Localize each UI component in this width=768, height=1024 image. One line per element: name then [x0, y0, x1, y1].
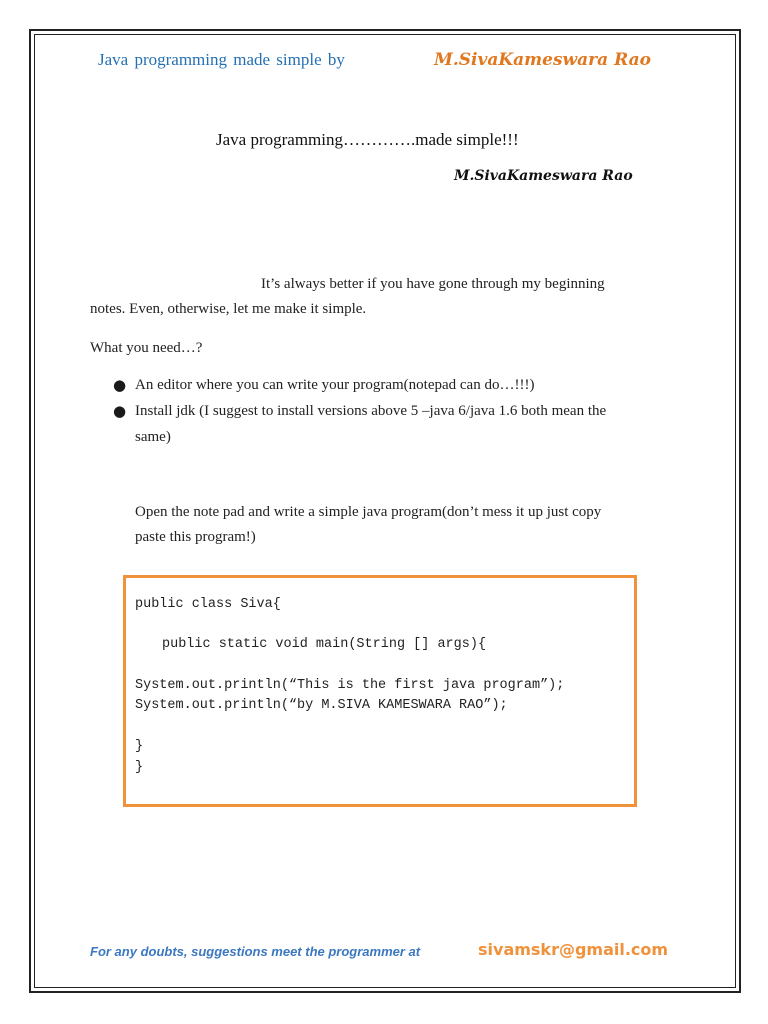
need-heading: What you need…? — [90, 340, 203, 356]
bullet-item-1: An editor where you can write your program(notepad can do…!!!) — [135, 377, 535, 393]
code-line-close-1: } — [135, 739, 144, 754]
instruction-line-2: paste this program!) — [135, 529, 256, 545]
bullet-item-2-cont: same) — [135, 429, 171, 445]
bullet-icon: ● — [113, 402, 127, 420]
footer-text: For any doubts, suggestions meet the programmer at — [90, 944, 421, 959]
code-line-println-1: System.out.println(“This is the first java program”); — [135, 678, 565, 693]
code-line-class: public class Siva{ — [135, 597, 281, 612]
code-line-main: public static void main(String [] args){ — [162, 637, 487, 652]
bullet-icon: ● — [113, 376, 127, 394]
code-line-close-2: } — [135, 760, 144, 775]
header-title: Java programming made simple by — [98, 50, 345, 69]
code-line-println-2: System.out.println(“by M.SIVA KAMESWARA RAO”); — [135, 698, 508, 713]
document-author: M.SivaKameswara Rao — [454, 168, 633, 184]
intro-line-1: It’s always better if you have gone through my beginning — [261, 276, 605, 292]
bullet-item-2: Install jdk (I suggest to install versions above 5 –java 6/java 1.6 both mean the — [135, 403, 607, 419]
header-author: M.SivaKameswara Rao — [434, 50, 651, 70]
instruction-line-1: Open the note pad and write a simple java program(don’t mess it up just copy — [135, 504, 602, 520]
document-title: Java programming………….made simple!!! — [216, 130, 519, 149]
footer-email: sivamskr@gmail.com — [478, 940, 669, 959]
intro-line-2: notes. Even, otherwise, let me make it simple. — [90, 301, 367, 317]
